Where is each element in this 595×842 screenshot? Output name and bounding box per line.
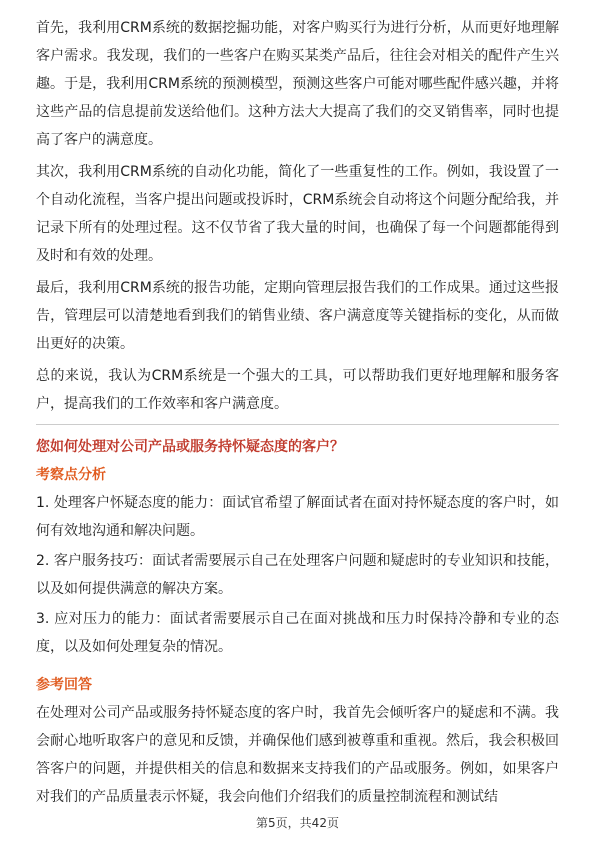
page-content: [36, 14, 559, 815]
analysis-item-1: 1. 处理客户怀疑态度的能力：面试官希望了解面试者在面对持怀疑态度的客户时，如何有效地沟通和解决问题。: [36, 495, 559, 539]
analysis-item-2: 2. 客户服务技巧：面试者需要展示自己在处理客户问题和疑虑时的专业知识和技能，以及如何提供满意的解决方案。: [36, 553, 559, 597]
section-divider: [36, 424, 559, 425]
analysis-item-3: 3. 应对压力的能力：面试者需要展示自己在面对挑战和压力时保持冷静和专业的态度，以及如何处理复杂的情况。: [36, 611, 559, 655]
answer-paragraph-1: 在处理对公司产品或服务持怀疑态度的客户时，我首先会倾听客户的疑虑和不满。我会耐心地听取客户的意见和反馈，并确保他们感到被尊重和重视。然后，我会积极回答客户的问题，并提供相关的信息和数据来支持我们的产品或服务。例如，如果客户对我们的产品质量表示怀疑，我会向他们介绍我们的质量控制流程和测试结: [36, 705, 559, 805]
intro-paragraph-2: 其次，我利用CRM系统的自动化功能，简化了一些重复性的工作。例如，我设置了一个自动化流程，当客户提出问题或投诉时，CRM系统会自动将这个问题分配给我，并记录下所有的处理过程。这不仅节省了我大量的时间，也确保了每一个问题都能得到及时和有效的处理。: [36, 164, 559, 264]
intro-paragraph-3: 最后，我利用CRM系统的报告功能，定期向管理层报告我们的工作成果。通过这些报告，管理层可以清楚地看到我们的销售业绩、客户满意度等关键指标的变化，从而做出更好的决策。: [36, 280, 559, 352]
intro-paragraph-1: 首先，我利用CRM系统的数据挖掘功能，对客户购买行为进行分析，从而更好地理解客户需求。我发现，我们的一些客户在购买某类产品后，往往会对相关的配件产生兴趣。于是，我利用CRM系统的预测模型，预测这些客户可能对哪些配件感兴趣，并将这些产品的信息提前发送给他们。这种方法大大提高了我们的交叉销售率，同时也提高了客户的满意度。: [36, 20, 559, 148]
answer-title: 参考回答: [36, 677, 92, 693]
analysis-title: 考察点分析: [36, 467, 106, 483]
intro-paragraph-4: 总的来说，我认为CRM系统是一个强大的工具，可以帮助我们更好地理解和服务客户，提高我们的工作效率和客户满意度。: [36, 368, 559, 412]
question-heading: 您如何处理对公司产品或服务持怀疑态度的客户？: [36, 439, 344, 455]
analysis-list: [36, 489, 559, 661]
page-number: 第5页，共42页: [256, 816, 339, 830]
